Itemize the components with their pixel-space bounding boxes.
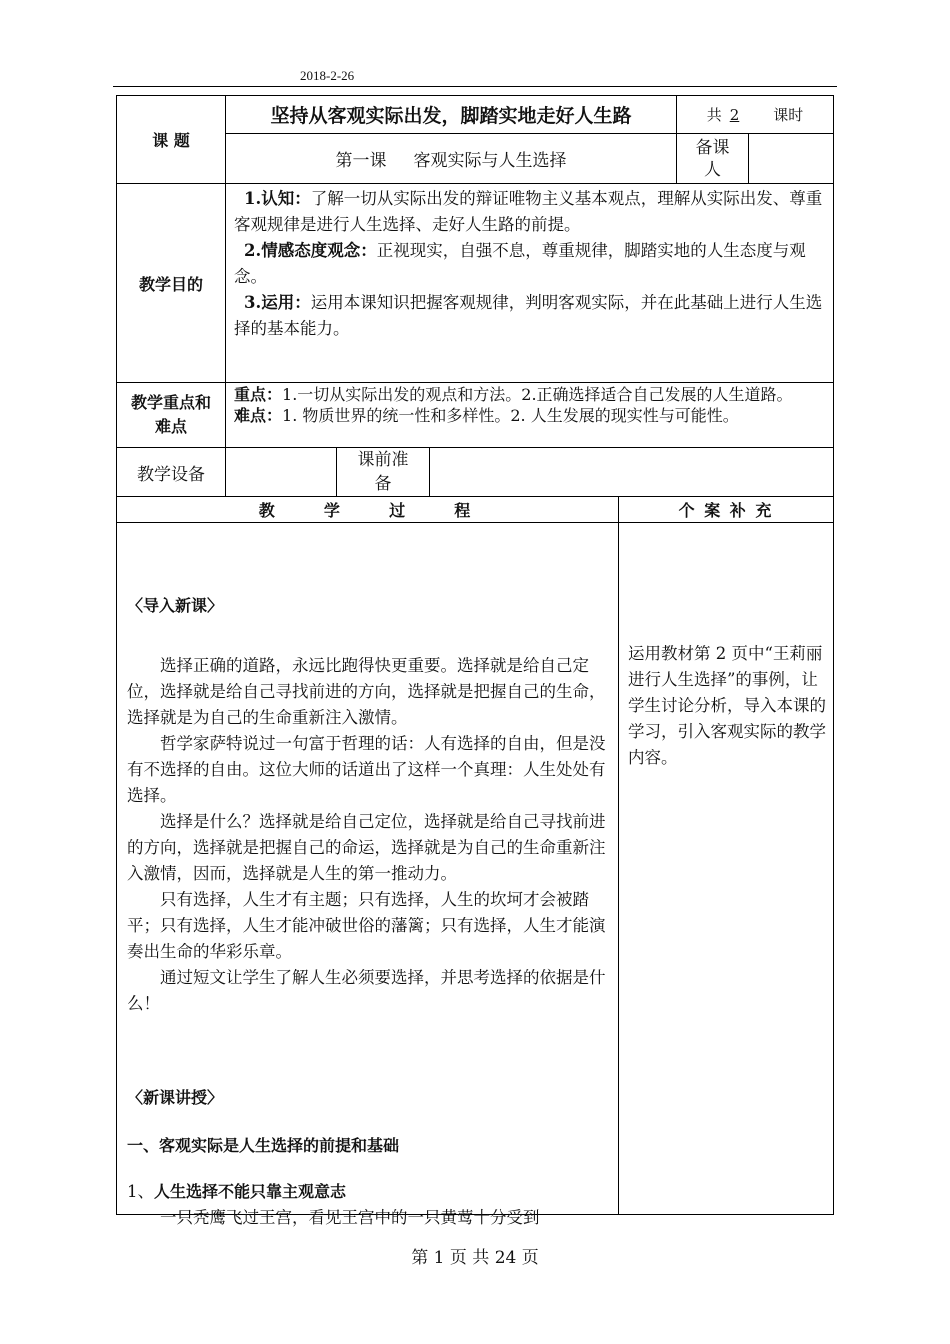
- sub-1-number: 1、: [127, 1182, 154, 1201]
- hard-text: 1. 物质世界的统一性和多样性。2. 人生发展的现实性与可能性。: [282, 406, 739, 425]
- process-body: [116, 522, 619, 1227]
- header-date: 2018-2-26: [300, 68, 355, 83]
- objective-1-text: 了解一切从实际出发的辩证唯物主义基本观点，理解从实际出发、尊重客观规律是进行人生选择、走好人生路的前提。: [234, 189, 823, 234]
- objective-3-text: 运用本课知识把握客观规律，判明客观实际，并在此基础上进行人生选择的基本能力。: [234, 293, 823, 338]
- topic-title: 坚持从客观实际出发，脚踏实地走好人生路: [225, 95, 677, 134]
- equipment-label: 教学设备: [116, 447, 226, 497]
- key-text: 1.一切从实际出发的观点和方法。2.正确选择适合自己发展的人生道路。: [282, 385, 793, 404]
- objective-2-head: 2.情感态度观念：: [244, 241, 377, 260]
- hours-suffix: 课时: [773, 106, 804, 124]
- supplement-header: 个 案 补 充: [618, 496, 834, 523]
- paragraph-1: 选择正确的道路，永远比跑得快更重要。选择就是给自己定位，选择就是给自己寻找前进的方向，选择就是把握自己的生命，选择就是为自己的生命重新注入激情。: [127, 656, 606, 727]
- paragraph-2: 哲学家萨特说过一句富于哲理的话：人有选择的自由，但是没有不选择的自由。这位大师的话道出了这样一个真理：人生处处有选择。: [127, 734, 606, 805]
- hard-head: 难点：: [234, 406, 283, 425]
- prep-label: 课前准备: [336, 447, 430, 497]
- paragraph-5: 通过短文让学生了解人生必须要选择，并思考选择的依据是什么！: [127, 968, 606, 1013]
- key-head: 重点：: [234, 385, 283, 404]
- preparer-value: [748, 133, 834, 184]
- supplement-body: [618, 522, 834, 1215]
- process-header: 教 学 过 程: [116, 496, 619, 523]
- hours-prefix: 共: [706, 106, 722, 124]
- sub-1-title: 人生选择不能只靠主观意志: [154, 1182, 347, 1201]
- supplement-note: 运用教材第 2 页中“王莉丽进行人生选择”的事例，让学生讨论分析，导入本课的学习，引入客观实际的教学内容。: [628, 644, 826, 767]
- objective-1-head: 1.认知：: [244, 189, 311, 208]
- objective-3-head: 3.运用：: [244, 293, 311, 312]
- intro-heading: 〈导入新课〉: [127, 596, 224, 615]
- hours-cell: [676, 95, 834, 134]
- paragraph-4: 只有选择，人生才有主题；只有选择，人生的坎坷才会被踏平；只有选择，人生才能冲破世俗的藩篱；只有选择，人生才能演奏出生命的华彩乐章。: [127, 890, 606, 961]
- hours-value: 2: [729, 105, 740, 124]
- equipment-value: [225, 447, 337, 497]
- section-1-heading: 一、客观实际是人生选择的前提和基础: [127, 1136, 400, 1155]
- story-text: 一只秃鹰飞过王宫，看见王宫中的一只黄莺十分受到: [160, 1208, 540, 1227]
- topic-label: 课 题: [116, 95, 226, 184]
- objectives-content: [225, 183, 834, 383]
- keypoints-content: [225, 382, 834, 448]
- objective-2-text: 正视现实，自强不息，尊重规律，脚踏实地的人生态度与观念。: [234, 241, 806, 286]
- lesson-title: 第一课 客观实际与人生选择: [225, 133, 677, 184]
- paragraph-3: 选择是什么？选择就是给自己定位，选择就是给自己寻找前进的方向，选择就是把握自己的命运，选择就是为自己的生命重新注入激情，因而，选择就是人生的第一推动力。: [127, 812, 606, 883]
- keypoints-label: 教学重点和难点: [116, 382, 226, 448]
- objectives-label: 教学目的: [116, 183, 226, 383]
- new-lesson-heading: 〈新课讲授〉: [127, 1088, 224, 1107]
- prep-value: [429, 447, 834, 497]
- header-rule: [113, 86, 837, 87]
- preparer-label: 备课人: [676, 133, 749, 184]
- page-footer: 第 1 页 共 24 页: [411, 1248, 539, 1268]
- hours-blank: [747, 106, 773, 124]
